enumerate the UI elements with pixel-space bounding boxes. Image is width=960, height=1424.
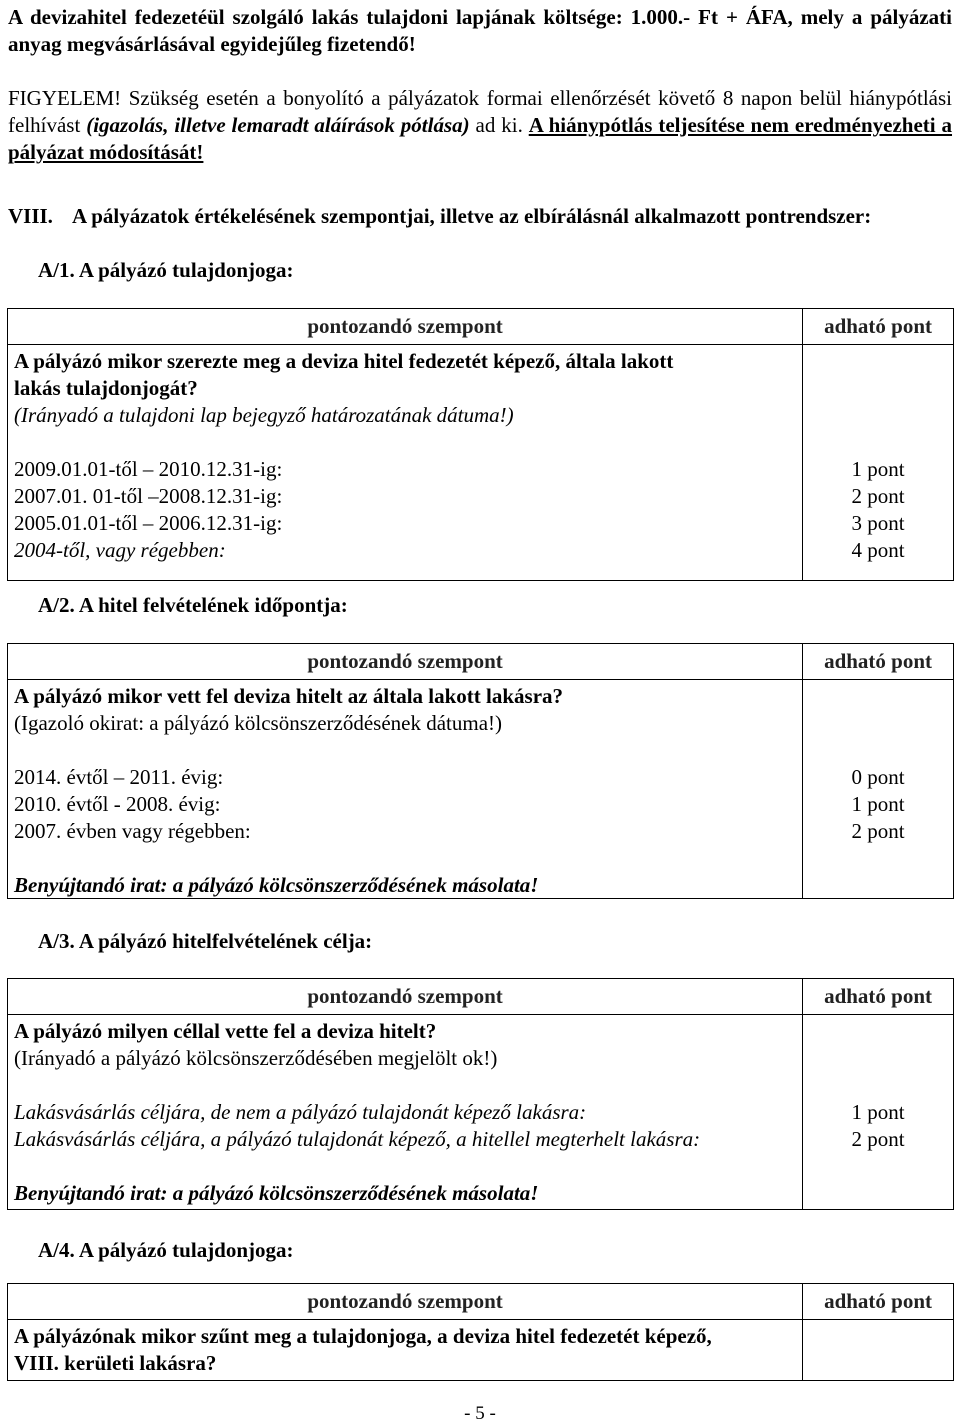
option-points: 4 pont	[851, 538, 905, 562]
question-line: A pályázó mikor vett fel deviza hitelt az általa lakott lakásra?	[14, 684, 564, 708]
option-points: 2 pont	[851, 1127, 905, 1151]
header-points: adható pont	[803, 979, 954, 1015]
criterion-heading-a4: A/4. A pályázó tulajdonjoga:	[38, 1238, 294, 1262]
criterion-body-a1	[8, 345, 803, 581]
criterion-note: (Irányadó a tulajdoni lap bejegyző határozatának dátuma!)	[14, 403, 514, 427]
criterion-table-a1	[7, 308, 954, 581]
option-points: 1 pont	[851, 457, 905, 481]
points-column-a2	[803, 680, 954, 899]
criterion-heading-a3: A/3. A pályázó hitelfelvételének célja:	[38, 929, 373, 953]
header-points: adható pont	[803, 1284, 954, 1320]
option-label: Lakásvásárlás céljára, a pályázó tulajdonát képező, a hitellel megterhelt lakásra:	[14, 1127, 701, 1151]
criterion-body-a3	[8, 1015, 803, 1210]
warning-bold-text: A hiánypótlás teljesítése nem eredményezheti a pályázat módosítását!	[8, 113, 953, 164]
option-label: 2007. évben vagy régebben:	[14, 819, 251, 843]
fee-paragraph: A devizahitel fedezetéül szolgáló lakás tulajdoni lapjának költsége: 1.000.- Ft + ÁFA, mely a pályázati anyag megvásárlásával egyidejűleg fizetendő!	[8, 5, 952, 56]
criterion-body-a4	[8, 1320, 803, 1381]
section-title: A pályázatok értékelésének szempontjai, illetve az elbírálásnál alkalmazott pontrendszer:	[72, 204, 872, 228]
header-criterion: pontozandó szempont	[8, 1284, 803, 1320]
warning-text-2: ad ki.	[469, 113, 529, 137]
question-line: lakás tulajdonjogát?	[14, 376, 198, 400]
warning-text-1: FIGYELEM! Szükség esetén a bonyolító a pályázatok formai ellenőrzését követő 8 napon belül hiánypótlási felhívást	[8, 86, 952, 137]
warning-paragraph	[8, 85, 952, 166]
criterion-table-a2	[7, 643, 954, 899]
criterion-heading-a2: A/2. A hitel felvételének időpontja:	[38, 593, 348, 617]
question-line: A pályázó milyen céllal vette fel a deviza hitelt?	[14, 1019, 437, 1043]
header-points: adható pont	[803, 644, 954, 680]
required-document: Benyújtandó irat: a pályázó kölcsönszerződésének másolata!	[14, 873, 539, 897]
header-criterion: pontozandó szempont	[8, 309, 803, 345]
option-points: 1 pont	[851, 792, 905, 816]
question-line: A pályázó mikor szerezte meg a deviza hitel fedezetét képező, általa lakott	[14, 349, 674, 373]
criterion-heading-a1: A/1. A pályázó tulajdonjoga:	[38, 258, 294, 282]
option-points: 2 pont	[851, 819, 905, 843]
option-label: 2014. évtől – 2011. évig:	[14, 765, 224, 789]
option-label: 2007.01. 01-től –2008.12.31-ig:	[14, 484, 283, 508]
section-number: VIII.	[8, 204, 53, 228]
option-points: 2 pont	[851, 484, 905, 508]
option-points: 1 pont	[851, 1100, 905, 1124]
criterion-note: (Igazoló okirat: a pályázó kölcsönszerződésének dátuma!)	[14, 711, 503, 735]
option-label: 2010. évtől - 2008. évig:	[14, 792, 221, 816]
option-label: 2005.01.01-től – 2006.12.31-ig:	[14, 511, 283, 535]
header-criterion: pontozandó szempont	[8, 644, 803, 680]
header-points: adható pont	[803, 309, 954, 345]
required-document: Benyújtandó irat: a pályázó kölcsönszerződésének másolata!	[14, 1181, 539, 1205]
points-column-a1	[803, 345, 954, 581]
option-label: Lakásvásárlás céljára, de nem a pályázó tulajdonát képező lakásra:	[14, 1100, 587, 1124]
criterion-table-a3	[7, 978, 954, 1210]
criterion-note: (Irányadó a pályázó kölcsönszerződésében megjelölt ok!)	[14, 1046, 498, 1070]
criterion-table-a4	[7, 1283, 954, 1381]
question-line: VIII. kerületi lakásra?	[14, 1351, 217, 1375]
points-column-a3	[803, 1015, 954, 1210]
page-number: - 5 -	[464, 1403, 496, 1424]
option-points: 0 pont	[851, 765, 905, 789]
question-line: A pályázónak mikor szűnt meg a tulajdonjoga, a deviza hitel fedezetét képező,	[14, 1324, 712, 1348]
option-label: 2009.01.01-től – 2010.12.31-ig:	[14, 457, 283, 481]
header-criterion: pontozandó szempont	[8, 979, 803, 1015]
criterion-body-a2	[8, 680, 803, 899]
option-label: 2004-től, vagy régebben:	[14, 538, 226, 562]
option-points: 3 pont	[851, 511, 905, 535]
points-column-a4	[803, 1320, 954, 1381]
warning-italic-text: (igazolás, illetve lemaradt aláírások pótlása)	[86, 113, 470, 137]
